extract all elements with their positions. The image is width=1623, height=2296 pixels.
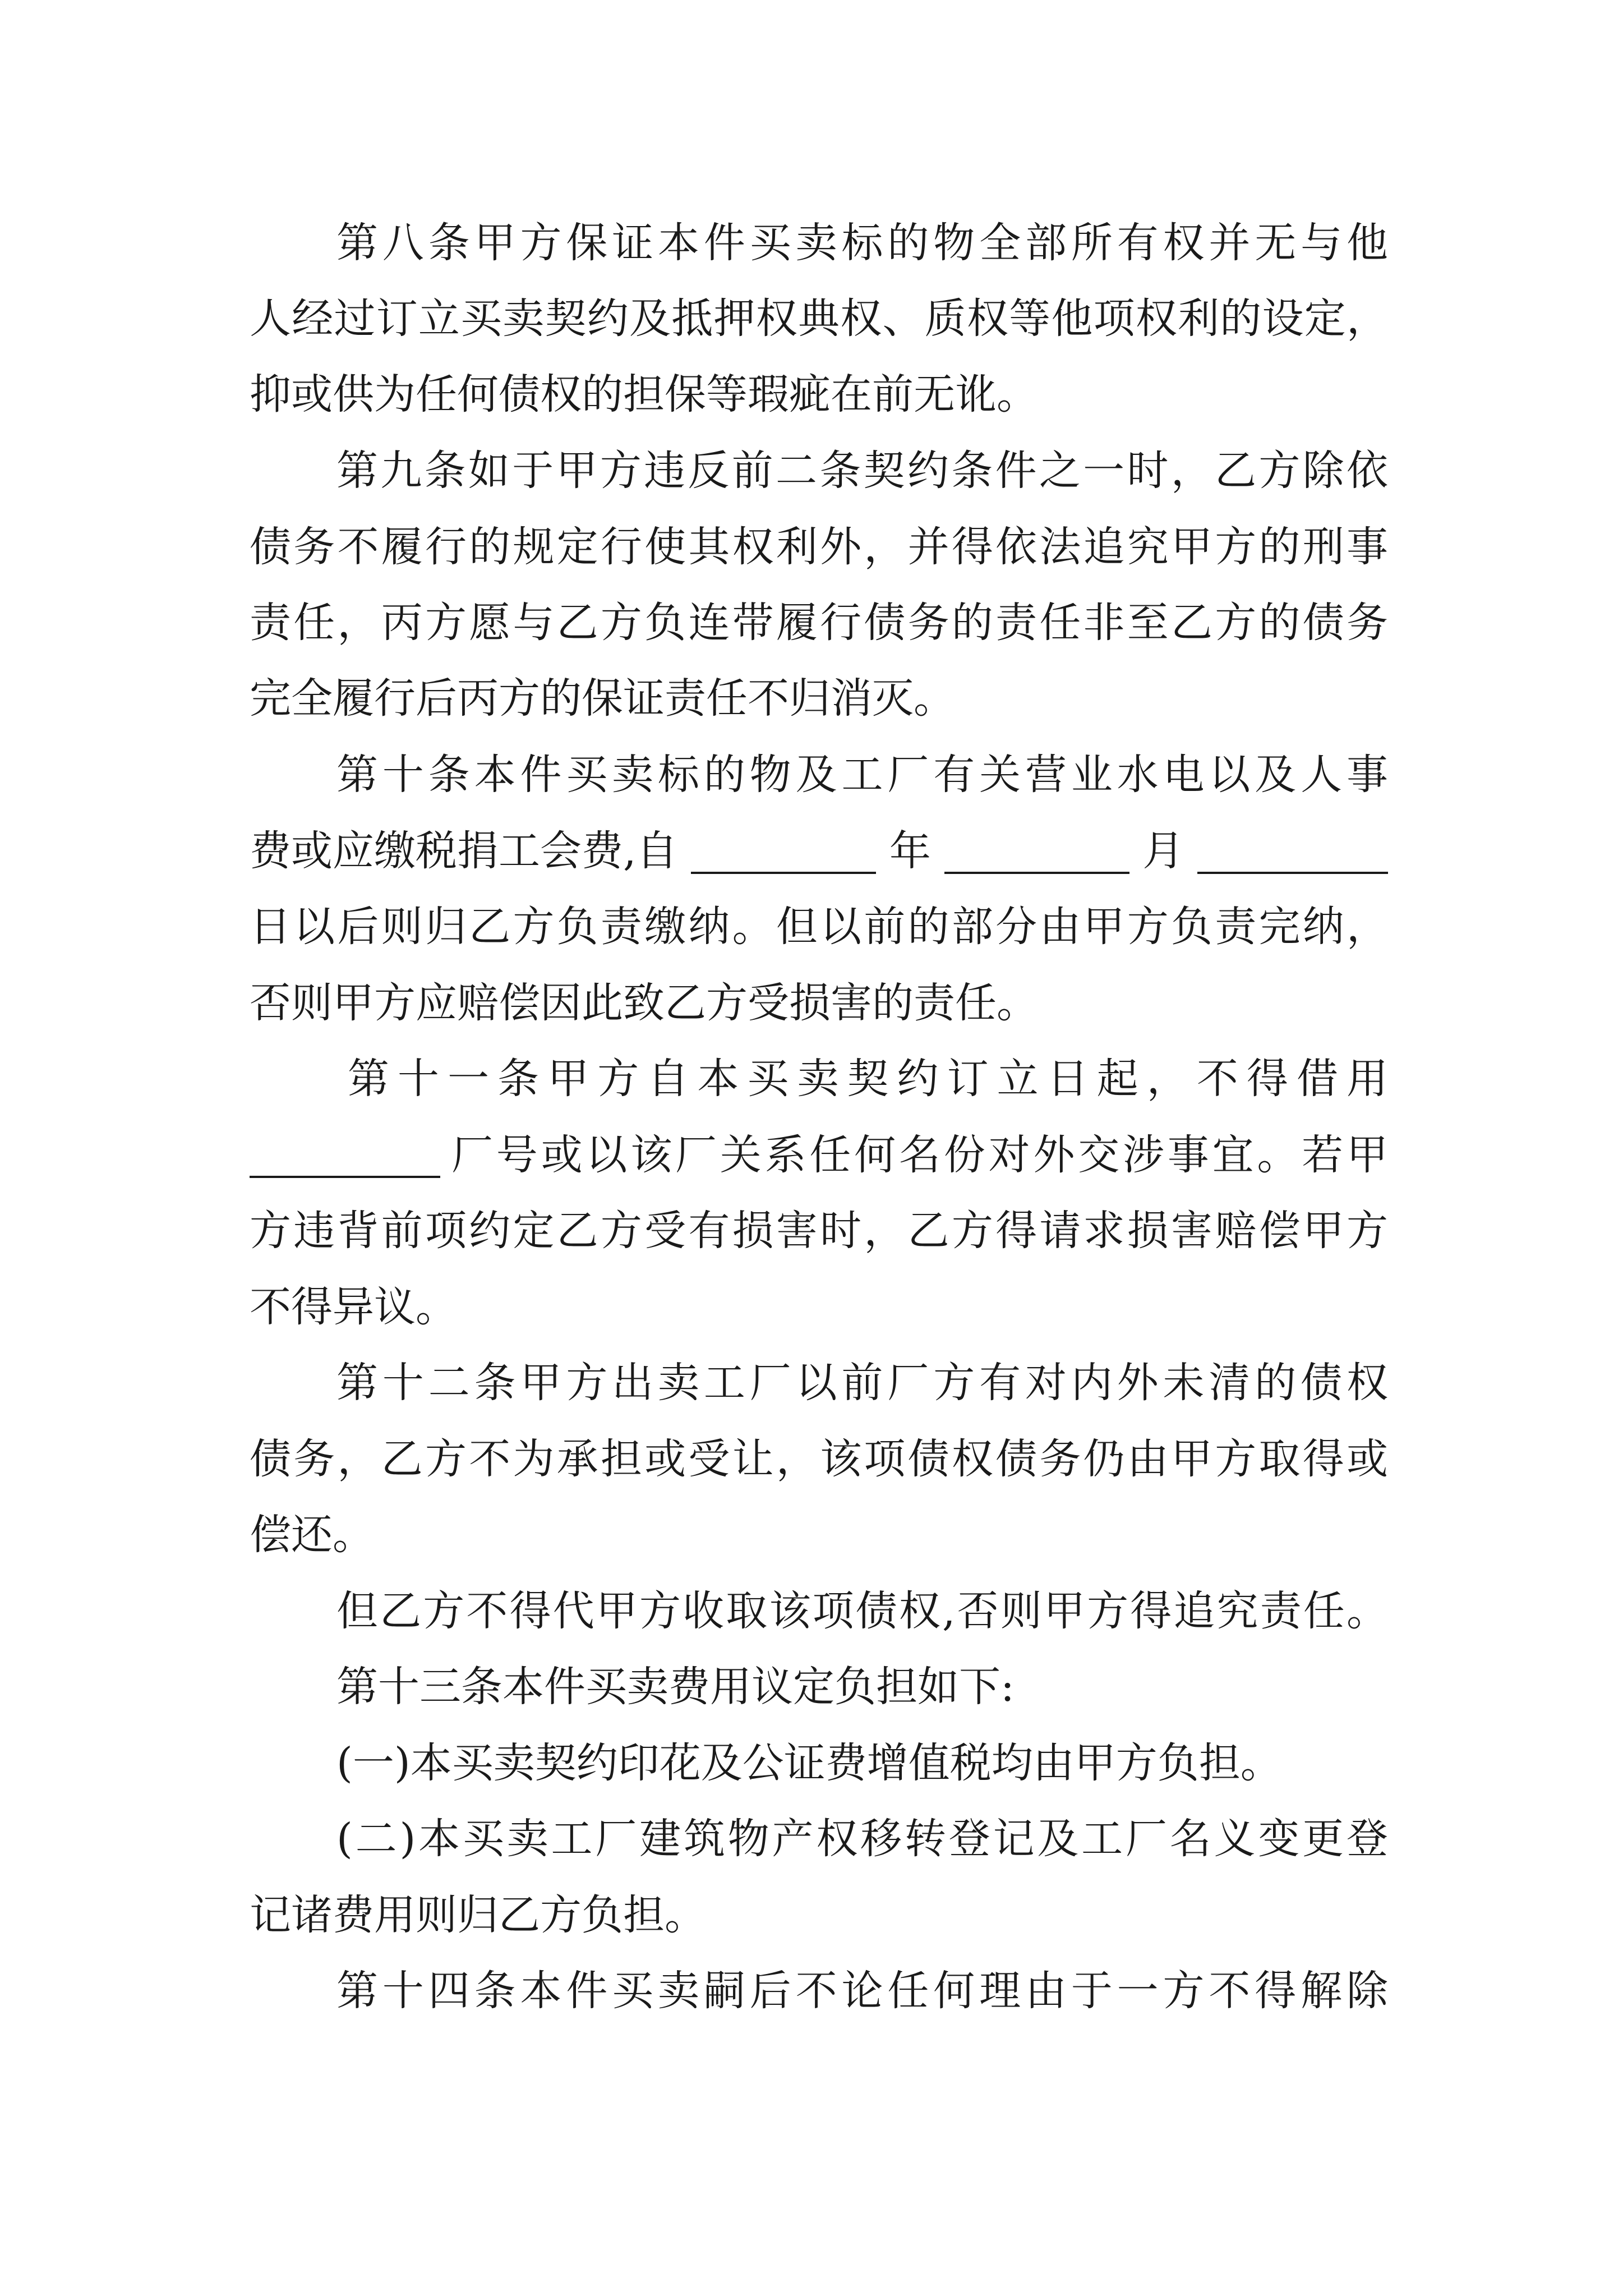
text-line: 不得异议。 (250, 1283, 457, 1331)
text-line: 第九条如于甲方违反前二条契约条件之一时，乙方除依 (336, 447, 1388, 495)
fill-in-blank-factory-name (250, 1132, 440, 1178)
text-line: 日以后则归乙方负责缴纳。但以前的部分由甲方负责完纳， (250, 903, 1388, 951)
text-line: 完全履行后丙方的保证责任不归消灭。 (250, 674, 955, 723)
text-segment: 费或应缴税捐工会费,自 (250, 827, 678, 875)
text-line: 债务不履行的规定行使其权利外，并得依法追究甲方的刑事 (250, 523, 1388, 571)
text-line-with-blanks (250, 820, 1388, 882)
text-line: 第十四条本件买卖嗣后不论任何理由于一方不得解除 (336, 1967, 1388, 2015)
text-line: 否则甲方应赔偿因此致乙方受损害的责任。 (250, 979, 1038, 1027)
text-line: 方违背前项约定乙方受有损害时，乙方得请求损害赔偿甲方 (250, 1207, 1388, 1255)
text-line-with-blank (250, 1124, 1388, 1186)
text-line: 责任，丙方愿与乙方负连带履行债务的责任非至乙方的债务 (250, 599, 1388, 647)
text-line: (二)本买卖工厂建筑物产权移转登记及工厂名义变更登 (336, 1815, 1388, 1863)
text-line: 人经过订立买卖契约及抵押权典权、质权等他项权利的设定， (250, 295, 1388, 343)
text-line: 第十条本件买卖标的物及工厂有关营业水电以及人事 (336, 751, 1388, 799)
text-segment: 月 (1142, 827, 1184, 875)
text-line: 第十三条本件买卖费用议定负担如下: (336, 1663, 1015, 1711)
text-segment: 年 (889, 827, 931, 875)
text-segment: 厂号或以该厂关系任何名份对外交涉事宜。若甲 (451, 1131, 1388, 1179)
fill-in-blank-month (944, 828, 1129, 874)
text-line: 但乙方不得代甲方收取该项债权,否则甲方得追究责任。 (336, 1587, 1388, 1635)
text-line: 记诸费用则归乙方负担。 (250, 1891, 706, 1939)
fill-in-blank-year (691, 828, 876, 874)
text-line: 第十一条甲方自本买卖契约订立日起，不得借用 (348, 1055, 1388, 1103)
text-line: 第十二条甲方出卖工厂以前厂方有对内外未清的债权 (336, 1359, 1388, 1407)
text-line: 偿还。 (250, 1511, 374, 1559)
text-line: 债务，乙方不为承担或受让，该项债权债务仍由甲方取得或 (250, 1435, 1388, 1483)
fill-in-blank-day (1197, 828, 1388, 874)
text-line: (一)本买卖契约印花及公证费增值税均由甲方负担。 (336, 1739, 1282, 1787)
text-line: 第八条甲方保证本件买卖标的物全部所有权并无与他 (336, 219, 1388, 267)
text-line: 抑或供为任何债权的担保等瑕疵在前无讹。 (250, 370, 1038, 418)
